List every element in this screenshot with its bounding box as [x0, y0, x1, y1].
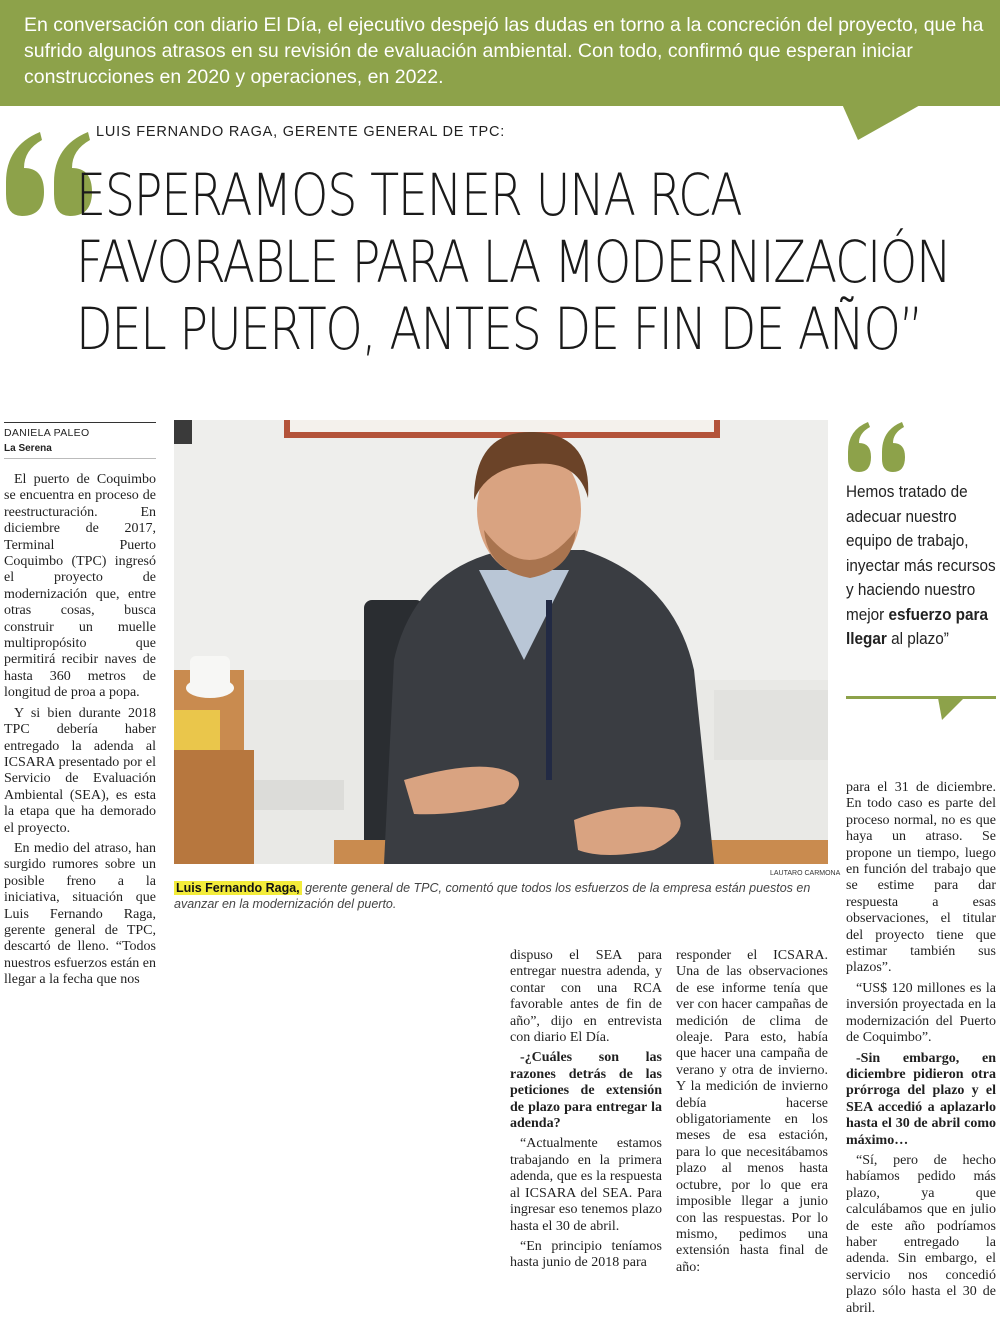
headline	[76, 162, 1000, 363]
portrait-photo	[174, 420, 828, 864]
pull-quote-emphasis: esfuerzo para llegar	[846, 604, 989, 648]
article-column-3	[676, 948, 828, 1280]
caption-text: gerente general de TPC, comentó que todos los esfuerzos de la empresa están puestos en avanzar en la modernización del puerto.	[174, 881, 811, 911]
interview-question: -Sin embargo, en diciembre pidieron otra prórroga del plazo y el SEA accedió a aplazarlo hasta el 30 de abril como máximo…	[846, 1050, 996, 1148]
byline-rule-bottom	[4, 458, 156, 459]
pull-quote-icon	[846, 418, 916, 478]
paragraph: “Actualmente estamos trabajando en la primera adenda, que es la respuesta al ICSARA del SEA. Para ingresar eso tenemos plazo hasta el 30 de abril.	[510, 1136, 662, 1234]
paragraph: El puerto de Coquimbo se encuentra en proceso de reestructuración. En diciembre de 2017, Terminal Puerto Coquimbo (TPC) ingresó el proyecto de modernización que, entre otras cosas, busca construir un muelle multipropósito que permitirá recibir naves de hasta 360 metros de longitud de proa a popa.	[4, 472, 156, 701]
caption-name-highlight: Luis Fernando Raga,	[176, 881, 300, 895]
article-column-4	[846, 780, 996, 1321]
paragraph: Y si bien durante 2018 TPC debería haber entregado la adenda al ICSARA presentado por el Servicio de Evaluación Ambiental (SEA), es esta la etapa que ha demorado el proyecto.	[4, 705, 156, 836]
banner-text: En conversación con diario El Día, el ejecutivo despejó las dudas en torno a la concreción del proyecto, que ha sufrido algunos atrasos en su revisión de evaluación ambiental. Con todo, confirmó que esperan iniciar construcciones en 2020 y operaciones, en 2022.	[24, 14, 984, 88]
speech-tail-icon	[842, 104, 922, 140]
pull-quote	[846, 480, 997, 652]
summary-banner	[0, 0, 1000, 106]
pull-quote-text: Hemos tratado de adecuar nuestro equipo de trabajo, inyectar más recursos y haciendo nuestro mejor	[846, 482, 996, 624]
byline-place: La Serena	[4, 443, 52, 454]
photo-credit: LAUTARO CARMONA	[770, 870, 841, 877]
headline-line-2: FAVORABLE PARA LA MODERNIZACIÓN	[76, 228, 951, 296]
byline-rule	[4, 422, 156, 423]
interview-question: -¿Cuáles son las razones detrás de las peticiones de extensión de plazo para entregar la adenda?	[510, 1050, 662, 1132]
headline-line-3: DEL PUERTO, ANTES DE FIN DE AÑO”	[76, 295, 923, 363]
paragraph: “En principio teníamos hasta junio de 2018 para	[510, 1238, 662, 1271]
paragraph: “US$ 120 millones es la inversión proyectada en la modernización del Puerto de Coquimbo”.	[846, 980, 996, 1046]
kicker: LUIS FERNANDO RAGA, GERENTE GENERAL DE TPC:	[96, 124, 506, 140]
photo-caption	[174, 880, 828, 912]
article-column-2	[510, 948, 662, 1276]
paragraph: para el 31 de diciembre. En todo caso es parte del proceso normal, no es que haya un atraso. Se propone un tiempo, luego en función del trabajo que se estime para dar respuesta a esas observaciones, el titular del proyecto tiene que estimar también sus plazos”.	[846, 780, 996, 976]
paragraph: “Sí, pero de hecho habíamos pedido más plazo, ya que calculábamos que en julio de este año podríamos haber entregado la adenda. Sin embargo, el servicio nos concedió plazo sólo hasta el 30 de abril.	[846, 1152, 996, 1316]
paragraph: En medio del atraso, han surgido rumores sobre un posible freno a la iniciativa, situación que Luis Fernando Raga, gerente general de TPC, descartó de lleno. “Todos nuestros esfuerzos están en llegar a la fecha que nos	[4, 840, 157, 988]
paragraph: dispuso el SEA para entregar nuestra adenda, y contar con una RCA favorable antes de fin de año”, dijo en entrevista con diario El Día.	[510, 948, 662, 1046]
pull-quote-rule	[846, 694, 996, 724]
paragraph: responder el ICSARA. Una de las observaciones de ese informe tenía que ver con hacer campañas de medición de clima de oleaje. Para esto, había que hacer una campaña de verano y otra de invierno. Y la medición de invierno debía hacerse obligatoriamente en los meses de esa estación, para lo que necesitábamos plazo al menos hasta octubre, por lo que era imposible llegar a junio con las respuestas. Por lo mismo, pedimos una extensión hasta final de año:	[676, 948, 828, 1275]
byline-author: DANIELA PALEO	[4, 427, 90, 439]
pull-quote-end: al plazo”	[886, 629, 949, 648]
photo-illustration	[174, 420, 828, 864]
headline-line-1: ESPERAMOS TENER UNA RCA	[76, 161, 742, 229]
article-column-1	[4, 472, 156, 993]
